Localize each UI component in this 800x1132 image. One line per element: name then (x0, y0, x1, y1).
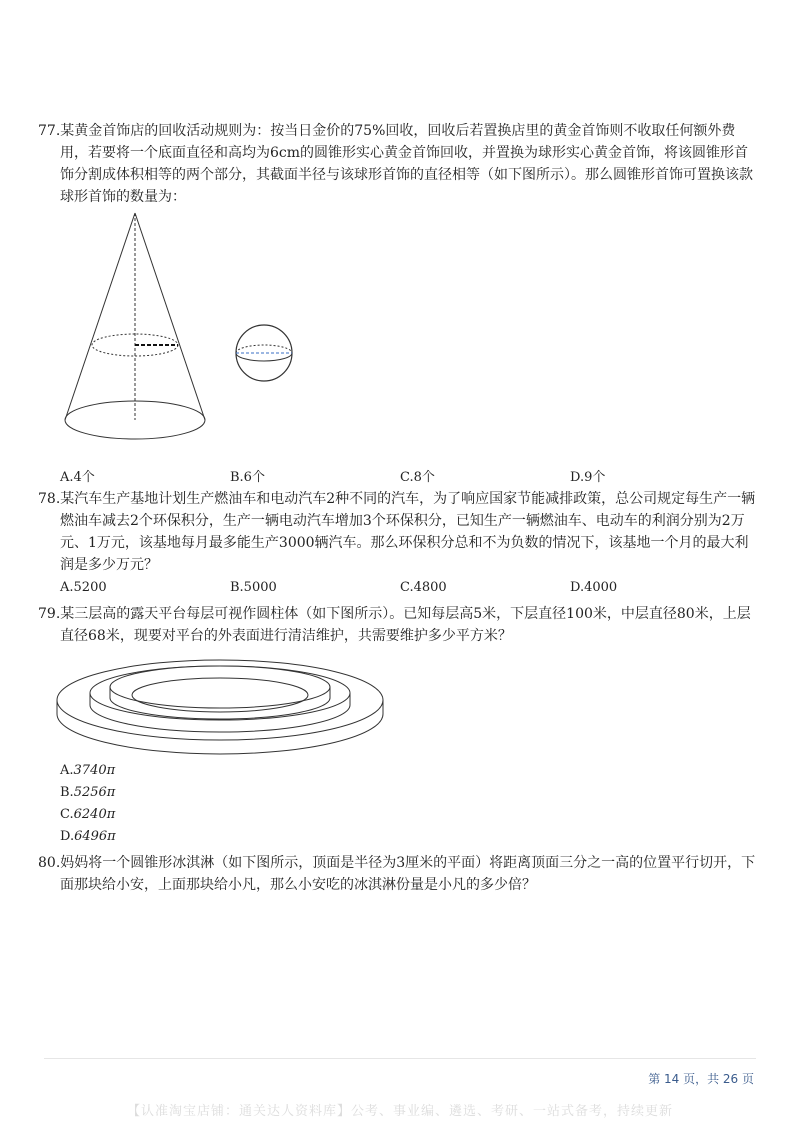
question-77 (38, 120, 762, 208)
q79-options (60, 760, 116, 848)
option-a[interactable]: A.4个 (60, 470, 95, 485)
option-value: 6240π (73, 807, 116, 822)
option-a[interactable] (60, 760, 116, 782)
question-number: 80. (38, 855, 61, 871)
question-text: 某汽车生产基地计划生产燃油车和电动汽车2种不同的汽车，为了响应国家节能减排政策，总公司规定每生产一辆燃油车减去2个环保积分，生产一辆电动汽车增加3个环保积分，已知生产一辆燃油车、电动车的利润分别为2万元、1万元，该基地每月最多能生产3000辆汽车。那么环保积分总和不为负数的情况下，该基地一个月的最大利润是多少万元？ (60, 491, 756, 573)
option-b[interactable] (60, 782, 116, 804)
option-letter: B. (60, 785, 74, 800)
question-78 (38, 488, 762, 576)
question-80 (38, 852, 762, 896)
option-d[interactable]: D.9个 (570, 470, 606, 485)
option-d[interactable] (60, 826, 116, 848)
sphere-equator-front (236, 353, 292, 361)
option-b[interactable]: B.6个 (230, 470, 265, 485)
option-c[interactable]: C.8个 (400, 470, 435, 485)
question-79 (38, 603, 762, 647)
platform-figure (52, 658, 388, 758)
option-a[interactable]: A.5200 (60, 580, 107, 595)
option-letter: A. (60, 763, 74, 778)
question-text: 妈妈将一个圆锥形冰淇淋（如下图所示，顶面是半径为3厘米的平面）将距离顶面三分之一高的位置平行切开，下面那块给小安，上面那块给小凡，那么小安吃的冰淇淋份量是小凡的多少倍？ (60, 855, 756, 893)
option-letter: C. (60, 807, 74, 822)
question-text: 某黄金首饰店的回收活动规则为：按当日金价的75%回收，回收后若置换店里的黄金首饰则不收取任何额外费用，若要将一个底面直径和高均为6cm的圆锥形实心黄金首饰回收，并置换为球形实心黄金首饰，将该圆锥形首饰分割成体积相等的两个部分，其截面半径与该球形首饰的直径相等（如下图所示）。那么圆锥形首饰可置换该款球形首饰的数量为： (60, 123, 753, 205)
sphere-equator-back (236, 345, 292, 353)
cone-sphere-figure (55, 210, 315, 445)
question-text: 某三层高的露天平台每层可视作圆柱体（如下图所示）。已知每层高5米，下层直径100米，中层直径80米，上层直径68米，现要对平台的外表面进行清洁维护，共需要维护多少平方米？ (60, 606, 751, 644)
option-d[interactable]: D.4000 (570, 580, 618, 595)
option-value: 5256π (73, 785, 116, 800)
footer-divider (44, 1058, 756, 1059)
option-value: 3740π (73, 763, 116, 778)
option-c[interactable] (60, 804, 116, 826)
cone-right-edge (135, 213, 205, 420)
page-number: 第 14 页，共 26 页 (648, 1072, 754, 1086)
option-value: 6496π (74, 829, 116, 844)
watermark: 【认准淘宝店铺：通关达人资料库】公考、事业编、遴选、考研、一站式备考，持续更新 (126, 1104, 673, 1119)
cone-left-edge (65, 213, 135, 420)
question-number: 78. (38, 491, 61, 507)
question-number: 79. (38, 606, 61, 622)
question-number: 77. (38, 123, 61, 139)
option-b[interactable]: B.5000 (230, 580, 277, 595)
option-letter: D. (60, 829, 75, 844)
option-c[interactable]: C.4800 (400, 580, 447, 595)
